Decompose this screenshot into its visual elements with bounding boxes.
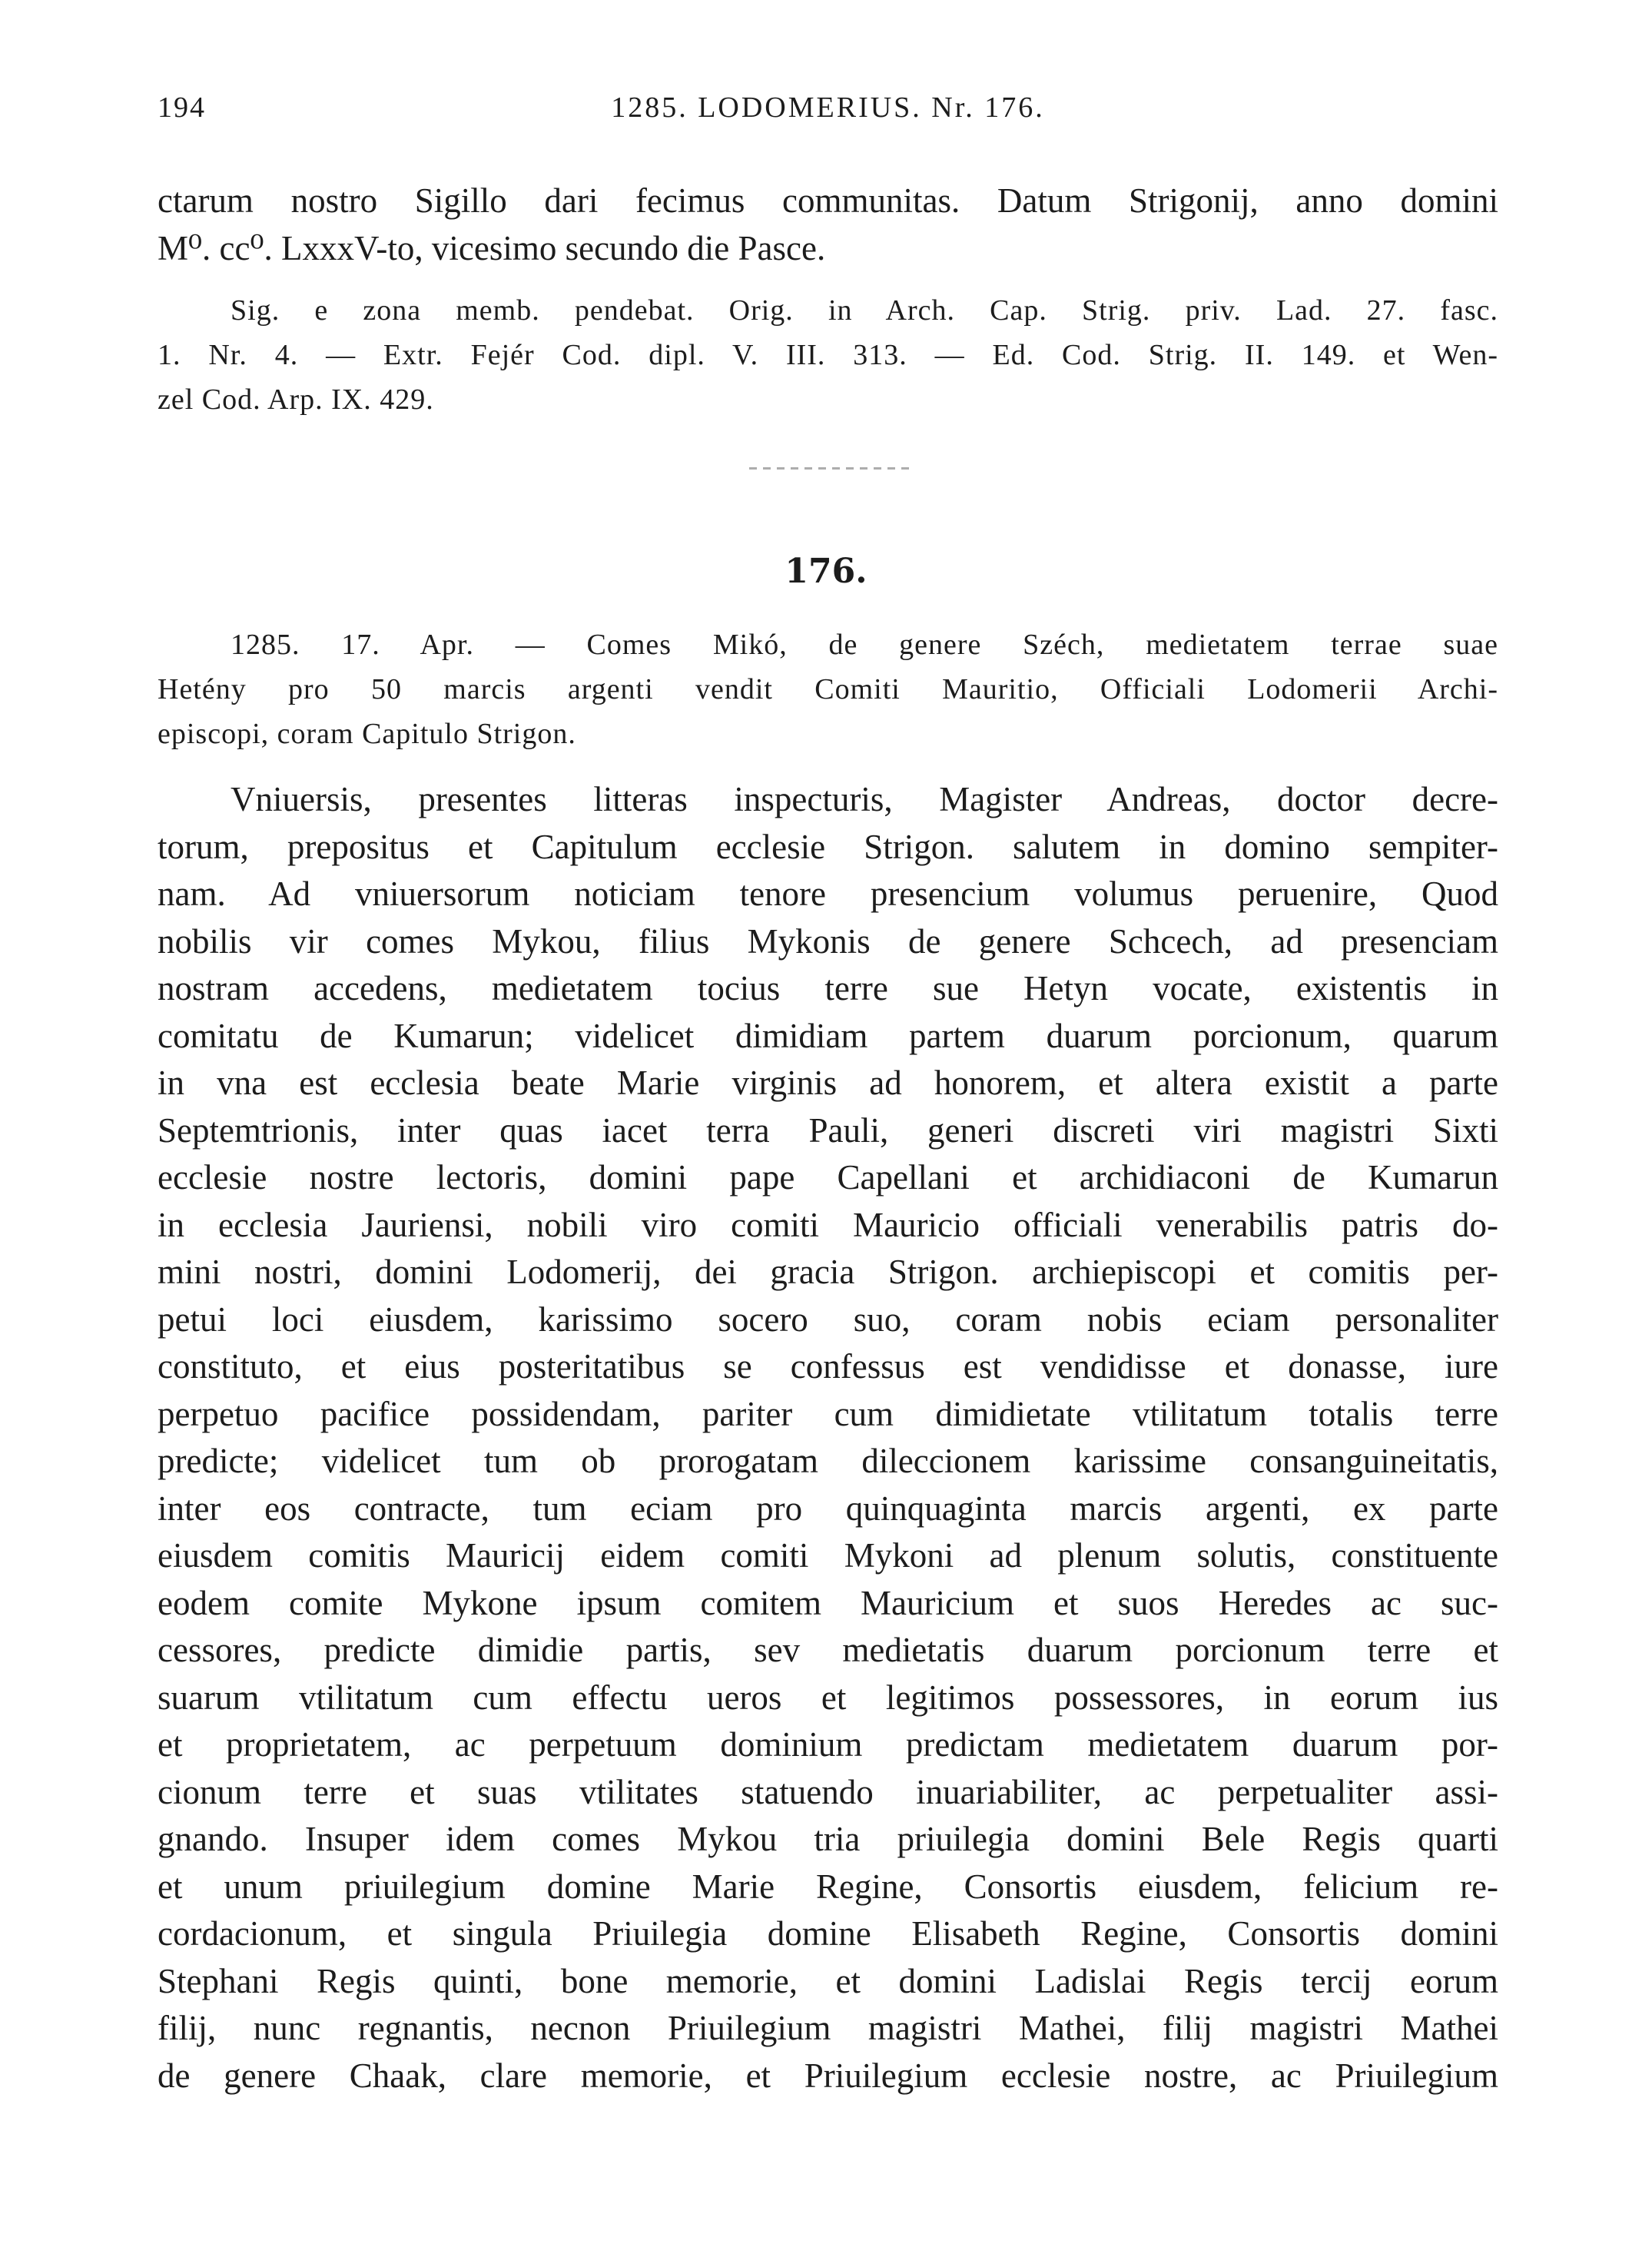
document-regest — [158, 622, 1498, 756]
body-line: constituto, et eius posteritatibus se confessus est vendidisse et donasse, iure — [158, 1347, 1498, 1386]
body-line: nostram accedens, medietatem tocius terre sue Hetyn vocate, existentis in — [158, 969, 1498, 1007]
document-body — [158, 776, 1498, 2099]
running-header — [158, 91, 1498, 137]
body-line: petui loci eiusdem, karissimo socero suo, coram nobis eciam personaliter — [158, 1299, 1498, 1339]
document-number: 176. — [785, 552, 867, 591]
page-number: 194 — [158, 91, 206, 124]
body-line: de genere Chaak, clare memorie, et Priuilegium ecclesie nostre, ac Priuilegium — [158, 2056, 1498, 2095]
body-line: nam. Ad vniuersorum noticiam tenore presencium volumus peruenire, Quod — [158, 875, 1498, 913]
body-line: Vniuersis, presentes litteras inspecturis, Magister Andreas, doctor decre- — [231, 780, 1498, 818]
running-title: 1285. LODOMERIUS. Nr. 176. — [611, 91, 1045, 124]
source-note — [158, 288, 1498, 422]
body-line: Stephani Regis quinti, bone memorie, et domini Ladislai Regis tercij eorum — [158, 1961, 1498, 2000]
body-line: suarum vtilitatum cum effectu ueros et legitimos possessores, in eorum ius — [158, 1678, 1498, 1717]
body-line: mini nostri, domini Lodomerij, dei gracia Strigon. archiepiscopi et comitis per- — [158, 1253, 1498, 1291]
regest-line: 1285. 17. Apr. — Comes Mikó, de genere Széch, medietatem terrae suae — [231, 629, 1498, 661]
body-line: inter eos contracte, tum eciam pro quinquaginta marcis argenti, ex parte — [158, 1489, 1498, 1528]
body-line: comitatu de Kumarun; videlicet dimidiam partem duarum porcionum, quarum — [158, 1016, 1498, 1055]
body-line: cessores, predicte dimidie partis, sev medietatis duarum porcionum terre et — [158, 1631, 1498, 1669]
text-line: M⁰. cc⁰. LxxxV-to, vicesimo secundo die Pasce. — [158, 229, 826, 267]
body-line: et proprietatem, ac perpetuum dominium predictam medietatem duarum por- — [158, 1725, 1498, 1764]
body-line: filij, nunc regnantis, necnon Priuilegium magistri Mathei, filij magistri Mathei — [158, 2009, 1498, 2047]
body-line: eiusdem comitis Mauricij eidem comiti Mykoni ad plenum solutis, constituente — [158, 1536, 1498, 1575]
note-line: zel Cod. Arp. IX. 429. — [158, 383, 434, 416]
regest-line: episcopi, coram Capitulo Strigon. — [158, 718, 576, 750]
text-line: ctarum nostro Sigillo dari fecimus communitas. Datum Strigonij, anno domini — [158, 181, 1498, 220]
previous-document-ending — [158, 177, 1498, 272]
note-line: Sig. e zona memb. pendebat. Orig. in Arch. Cap. Strig. priv. Lad. 27. fasc. — [231, 294, 1498, 327]
body-line: predicte; videlicet tum ob prorogatam dileccionem karissime consanguineitatis, — [158, 1442, 1498, 1480]
body-line: Septemtrionis, inter quas iacet terra Pauli, generi discreti viri magistri Sixti — [158, 1110, 1498, 1150]
body-line: eodem comite Mykone ipsum comitem Mauricium et suos Heredes ac suc- — [158, 1583, 1498, 1622]
body-line: perpetuo pacifice possidendam, pariter cum dimidietate vtilitatum totalis terre — [158, 1394, 1498, 1433]
note-line: 1. Nr. 4. — Extr. Fejér Cod. dipl. V. III. 313. — Ed. Cod. Strig. II. 149. et Wen- — [158, 339, 1498, 371]
regest-line: Hetény pro 50 marcis argenti vendit Comiti Mauritio, Officiali Lodomerii Archi- — [158, 673, 1498, 705]
body-line: in vna est ecclesia beate Marie virginis ad honorem, et altera existit a parte — [158, 1064, 1498, 1102]
body-line: in ecclesia Jauriensi, nobili viro comiti Mauricio officiali venerabilis patris do- — [158, 1205, 1498, 1244]
body-line: nobilis vir comes Mykou, filius Mykonis de genere Schcech, ad presenciam — [158, 921, 1498, 961]
section-divider — [749, 467, 911, 470]
body-line: torum, prepositus et Capitulum ecclesie Strigon. salutem in domino sempiter- — [158, 827, 1498, 866]
body-line: cionum terre et suas vtilitates statuendo inuariabiliter, ac perpetualiter assi- — [158, 1772, 1498, 1811]
body-line: et unum priuilegium domine Marie Regine, Consortis eiusdem, felicium re- — [158, 1867, 1498, 1906]
body-line: gnando. Insuper idem comes Mykou tria priuilegia domini Bele Regis quarti — [158, 1820, 1498, 1858]
body-line: cordacionum, et singula Priuilegia domine Elisabeth Regine, Consortis domini — [158, 1914, 1498, 1953]
body-line: ecclesie nostre lectoris, domini pape Capellani et archidiaconi de Kumarun — [158, 1158, 1498, 1197]
